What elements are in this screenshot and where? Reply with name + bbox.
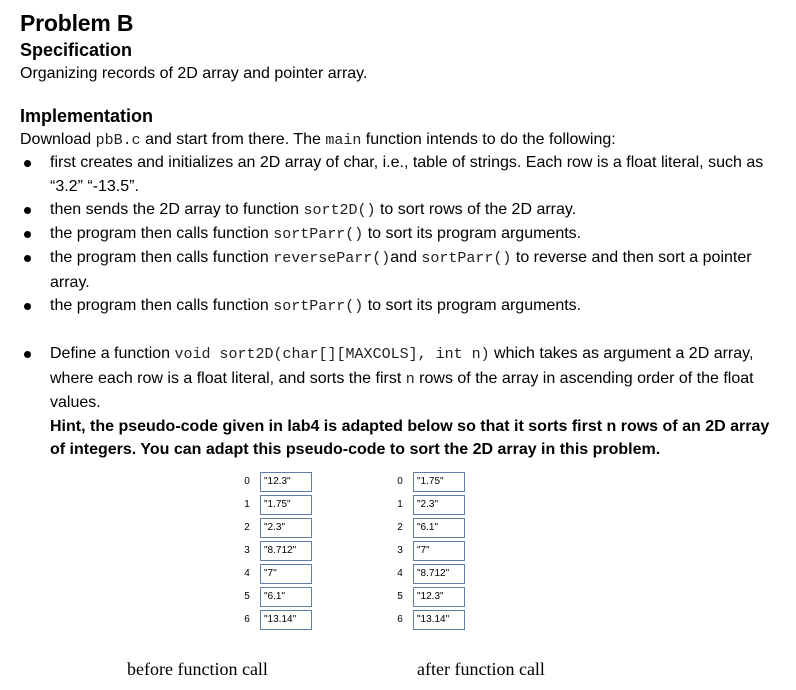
bullet-4-text: the program then calls function reverseParr()and sortParr() to reverse and then sort a pointer array. bbox=[50, 249, 752, 291]
array-before bbox=[240, 472, 320, 632]
after-array-index: 5 bbox=[397, 591, 403, 602]
bullet-1-dot bbox=[24, 160, 31, 167]
before-array-cell: "8.712" bbox=[260, 541, 312, 561]
after-array-cell: "8.712" bbox=[413, 564, 465, 584]
before-array-index: 2 bbox=[244, 522, 250, 533]
bullet-3-dot bbox=[24, 231, 31, 238]
before-array-cell: "7" bbox=[260, 564, 312, 584]
hint-text: Hint, the pseudo-code given in lab4 is adapted below so that it sorts first n rows of an 2D array of integers. You can adapt this pseudo-code to sort the 2D array in this problem. bbox=[50, 417, 770, 458]
after-array-index: 1 bbox=[397, 499, 403, 510]
before-array-cell: "12.3" bbox=[260, 472, 312, 492]
before-array-cell: "6.1" bbox=[260, 587, 312, 607]
after-array-cell: "12.3" bbox=[413, 587, 465, 607]
bullet-4-dot bbox=[24, 255, 31, 262]
after-array-index: 0 bbox=[397, 476, 403, 487]
after-array-cell: "7" bbox=[413, 541, 465, 561]
after-caption: after function call bbox=[417, 659, 545, 679]
before-array-cell: "13.14" bbox=[260, 610, 312, 630]
implementation-intro: Download pbB.c and start from there. The main function intends to do the following: bbox=[20, 131, 616, 149]
specification-heading: Specification bbox=[20, 40, 133, 60]
before-array-cell: "2.3" bbox=[260, 518, 312, 538]
after-array-cell: "13.14" bbox=[413, 610, 465, 630]
specification-text: Organizing records of 2D array and pointer array. bbox=[20, 65, 368, 82]
before-array-cell: "1.75" bbox=[260, 495, 312, 515]
bullet-6-dot bbox=[24, 351, 31, 358]
before-array-index: 1 bbox=[244, 499, 250, 510]
after-array-index: 2 bbox=[397, 522, 403, 533]
before-array-index: 6 bbox=[244, 614, 250, 625]
before-array-index: 4 bbox=[244, 568, 250, 579]
after-array-index: 4 bbox=[397, 568, 403, 579]
page-title: Problem B bbox=[20, 10, 134, 36]
before-caption: before function call bbox=[127, 659, 268, 679]
bullet-3-text: the program then calls function sortParr() to sort its program arguments. bbox=[50, 225, 582, 243]
after-array-cell: "2.3" bbox=[413, 495, 465, 515]
bullet-2-dot bbox=[24, 207, 31, 214]
bullet-1-text: first creates and initializes an 2D array of char, i.e., table of strings. Each row is a float literal, such as “3.2” “-13.5”. bbox=[50, 154, 764, 195]
after-array-index: 6 bbox=[397, 614, 403, 625]
before-array-index: 0 bbox=[244, 476, 250, 487]
after-array-cell: "1.75" bbox=[413, 472, 465, 492]
bullet-2-text: then sends the 2D array to function sort2D() to sort rows of the 2D array. bbox=[50, 201, 577, 219]
before-array-index: 5 bbox=[244, 591, 250, 602]
after-array-cell: "6.1" bbox=[413, 518, 465, 538]
after-array-index: 3 bbox=[397, 545, 403, 556]
bullet-5-dot bbox=[24, 303, 31, 310]
bullet-6-text: Define a function void sort2D(char[][MAXCOLS], int n) which takes as argument a 2D array, where each row is a float literal, and sorts the first n rows of the array in ascending order of the float values. Hint, the pseudo-code given in lab4 is adapted below so that it sorts first n rows of an 2D array of integers. You can adapt this pseudo-code to sort the 2D array in this problem. bbox=[50, 342, 770, 462]
implementation-heading: Implementation bbox=[20, 106, 154, 126]
array-after bbox=[393, 472, 473, 632]
before-array-index: 3 bbox=[244, 545, 250, 556]
bullet-5-text: the program then calls function sortParr() to sort its program arguments. bbox=[50, 297, 582, 315]
